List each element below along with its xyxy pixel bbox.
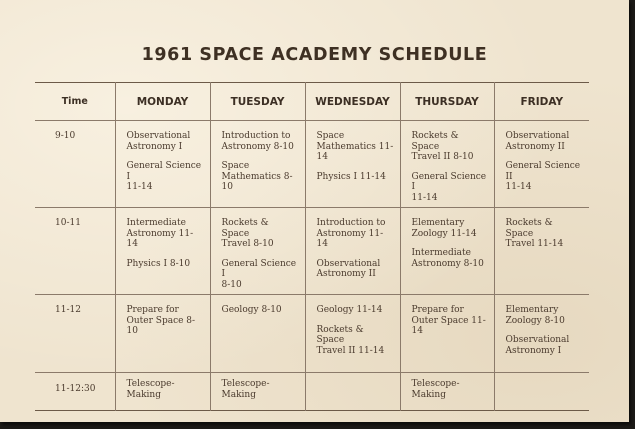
column-header-day: FRIDAY xyxy=(494,83,589,121)
class-entry: Space Mathematics 11-14 xyxy=(316,131,394,162)
page-title: 1961 SPACE ACADEMY SCHEDULE xyxy=(141,45,488,65)
class-entry: General Science I 11-14 xyxy=(411,171,487,203)
schedule-cell xyxy=(305,208,400,295)
class-entry: Geology 8-10 xyxy=(221,305,282,315)
schedule-cell xyxy=(400,295,494,373)
class-entry: Rockets & Space Travel 11-14 xyxy=(505,218,564,249)
class-entry: Telescope-Making xyxy=(221,379,270,400)
class-entry: Geology 11-14 xyxy=(316,305,383,315)
time-cell: 9-10 xyxy=(35,121,115,208)
table-row xyxy=(35,208,589,295)
class-entry: General Science II 11-14 xyxy=(505,161,581,192)
schedule-cell xyxy=(305,373,400,411)
schedule-cell xyxy=(210,295,305,373)
time-cell: 11-12 xyxy=(35,295,115,373)
schedule-cell xyxy=(305,295,400,373)
schedule-cell xyxy=(305,121,400,208)
class-entry: Rockets & Space Travel 8-10 xyxy=(221,218,274,249)
column-header-day: WEDNESDAY xyxy=(305,83,400,121)
class-entry: Elementary Zoology 8-10 xyxy=(505,305,565,326)
column-header-time: Time xyxy=(35,83,115,121)
time-cell: 11-12:30 xyxy=(55,384,96,395)
schedule-cell xyxy=(494,121,589,208)
class-entry: General Science I 11-14 xyxy=(126,161,202,192)
schedule-cell xyxy=(400,373,494,411)
schedule-cell xyxy=(494,373,589,411)
schedule-cell xyxy=(115,295,210,373)
column-header-day: MONDAY xyxy=(115,83,210,121)
class-entry: Telescope-Making xyxy=(126,379,175,400)
class-entry: Observational Astronomy I xyxy=(505,335,570,356)
schedule-table xyxy=(35,82,589,411)
schedule-cell xyxy=(210,208,305,295)
class-entry: General Science I 8-10 xyxy=(221,258,297,290)
class-entry: Telescope-Making xyxy=(411,379,460,400)
schedule-cell xyxy=(400,121,494,208)
class-entry: Observational Astronomy I xyxy=(126,131,191,152)
class-entry: Prepare for Outer Space 11-14 xyxy=(411,305,486,336)
header-row xyxy=(35,83,589,121)
schedule-cell xyxy=(210,121,305,208)
class-entry: Space Mathematics 8-10 xyxy=(221,161,293,192)
class-entry: Physics I 11-14 xyxy=(316,171,386,182)
schedule-cell xyxy=(210,373,305,411)
class-entry: Intermediate Astronomy 11-14 xyxy=(126,218,194,249)
class-entry: Observational Astronomy II xyxy=(505,131,570,152)
schedule-cell xyxy=(494,295,589,373)
class-entry: Physics I 8-10 xyxy=(126,258,191,269)
table-row xyxy=(35,373,589,411)
column-header-day: THURSDAY xyxy=(400,83,494,121)
class-entry: Prepare for Outer Space 8-10 xyxy=(126,305,196,336)
table-row xyxy=(35,295,589,373)
class-entry: Rockets & Space Travel II 8-10 xyxy=(411,131,474,162)
class-entry: Elementary Zoology 11-14 xyxy=(411,218,477,239)
schedule-cell xyxy=(400,208,494,295)
column-header-day: TUESDAY xyxy=(210,83,305,121)
schedule-cell xyxy=(494,208,589,295)
class-entry: Introduction to Astronomy 11-14 xyxy=(316,218,386,249)
time-cell: 10-11 xyxy=(35,208,115,295)
class-entry: Intermediate Astronomy 8-10 xyxy=(411,248,484,269)
class-entry: Observational Astronomy II xyxy=(316,258,381,279)
class-entry: Rockets & Space Travel II 11-14 xyxy=(316,324,385,356)
schedule-cell xyxy=(115,208,210,295)
schedule-cell xyxy=(115,373,210,411)
class-entry: Introduction to Astronomy 8-10 xyxy=(221,131,294,152)
schedule-cell xyxy=(115,121,210,208)
table-row xyxy=(35,121,589,208)
